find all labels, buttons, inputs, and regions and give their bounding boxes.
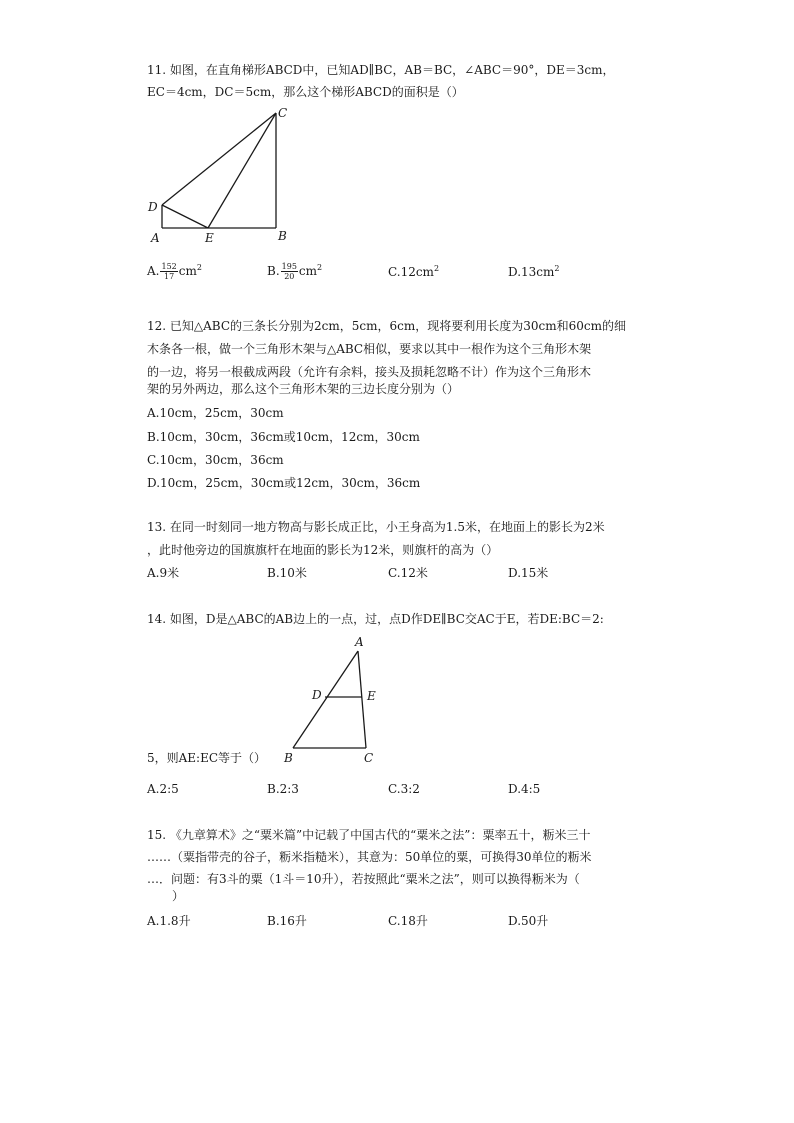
q11-option-a-numerator: 152 — [161, 262, 177, 271]
q14-triangle-figure — [280, 634, 385, 766]
q12-text-line-1: 12. 已知△ABC的三条长分别为2cm，5cm，6cm，现将要利用长度为30cm和60cm的细 — [147, 319, 626, 333]
q13-option-b: B.10米 — [267, 566, 307, 580]
q14-label-d: D — [312, 688, 322, 702]
q11-option-c-text: C.12cm — [388, 265, 434, 279]
q11-option-b-unit: cm — [298, 264, 318, 278]
q14-segment-ab — [293, 651, 358, 748]
q11-text-line-2: EC＝4cm，DC＝5cm，那么这个梯形ABCD的面积是（） — [147, 85, 464, 99]
q14-option-a: A.2:5 — [147, 782, 179, 796]
q11-option-a — [147, 262, 202, 281]
q12-text-line-3: 的一边，将另一根截成两段（允许有余料，接头及损耗忽略不计）作为这个三角形木 — [147, 365, 592, 379]
q15-option-d: D.50升 — [508, 914, 549, 928]
q14-label-b: B — [284, 751, 293, 765]
q11-label-d: D — [148, 200, 158, 214]
q11-text-line-1: 11. 如图，在直角梯形ABCD中，已知AD∥BC，AB＝BC，∠ABC＝90°，DE＝3cm， — [147, 63, 615, 77]
q12-option-c: C.10cm，30cm，36cm — [147, 453, 284, 467]
q12-option-d: D.10cm，25cm，30cm或12cm，30cm，36cm — [147, 476, 421, 490]
q11-option-d — [508, 264, 559, 280]
q14-label-c: C — [364, 751, 374, 765]
q11-option-b — [267, 262, 322, 281]
q15-text-line-4: ） — [172, 889, 185, 903]
q15-text-line-3: …．问题：有3斗的粟（1斗＝10升），若按照此“粟米之法”，则可以换得粝米为（ — [147, 872, 580, 886]
q11-option-a-denominator: 17 — [164, 272, 175, 281]
q15-option-b: B.16升 — [267, 914, 307, 928]
q11-option-a-prefix: A. — [147, 264, 160, 278]
q14-segment-ac — [358, 651, 366, 748]
q12-option-a: A.10cm，25cm，30cm — [147, 406, 284, 420]
q14-option-b: B.2:3 — [267, 782, 299, 796]
q15-option-c: C.18升 — [388, 914, 428, 928]
q13-text-line-1: 13. 在同一时刻同一地方物高与影长成正比，小王身高为1.5米，在地面上的影长为2米 — [147, 520, 605, 534]
q13-option-d: D.15米 — [508, 566, 549, 580]
q11-option-c — [388, 264, 439, 280]
q15-text-line-2: ……（粟指带壳的谷子，粝米指糙米），其意为：50单位的粟，可换得30单位的粝米 — [147, 850, 592, 864]
q11-option-b-exponent: 2 — [317, 263, 323, 272]
q14-text-line-2: 5，则AE:EC等于（） — [147, 751, 267, 765]
q11-option-c-exponent: 2 — [433, 264, 440, 273]
q14-label-e: E — [367, 689, 376, 703]
q11-segment-dc — [162, 113, 276, 205]
q11-option-d-exponent: 2 — [554, 264, 560, 273]
q11-label-e: E — [205, 231, 214, 245]
q11-label-c: C — [278, 106, 288, 120]
q11-trapezoid-figure — [140, 102, 300, 248]
q11-option-d-text: D.13cm — [508, 265, 555, 279]
q11-label-a: A — [151, 231, 160, 245]
q15-option-a: A.1.8升 — [147, 914, 191, 928]
q13-text-line-2: ，此时他旁边的国旗旗杆在地面的影长为12米，则旗杆的高为（） — [147, 543, 499, 557]
q14-text-line-1: 14. 如图，D是△ABC的AB边上的一点，过，点D作DE∥BC交AC于E，若DE:BC＝2: — [147, 612, 604, 626]
q11-label-b: B — [278, 229, 287, 243]
q11-option-b-numerator: 195 — [281, 262, 297, 271]
q11-option-a-unit: cm — [178, 264, 197, 278]
q14-label-a: A — [355, 635, 364, 649]
q12-text-line-2: 木条各一根，做一个三角形木架与△ABC相似，要求以其中一根作为这个三角形木架 — [147, 342, 592, 356]
q14-option-c: C.3:2 — [388, 782, 420, 796]
q11-segment-de — [162, 205, 208, 228]
q14-option-d: D.4:5 — [508, 782, 541, 796]
q11-option-a-fraction — [160, 262, 177, 281]
q13-option-c: C.12米 — [388, 566, 428, 580]
q11-option-b-denominator: 20 — [284, 272, 295, 281]
q12-option-b: B.10cm，30cm，36cm或10cm，12cm，30cm — [147, 430, 420, 444]
q11-option-b-prefix: B. — [267, 264, 280, 278]
q11-option-b-fraction — [281, 262, 298, 281]
q11-segment-ec — [208, 113, 276, 228]
q11-option-a-exponent: 2 — [196, 263, 202, 272]
q13-option-a: A.9米 — [147, 566, 180, 580]
q15-text-line-1: 15. 《九章算术》之“粟米篇”中记载了中国古代的“粟米之法”：粟率五十，粝米三十 — [147, 828, 591, 842]
q12-text-line-4: 架的另外两边，那么这个三角形木架的三边长度分别为（） — [147, 382, 460, 396]
